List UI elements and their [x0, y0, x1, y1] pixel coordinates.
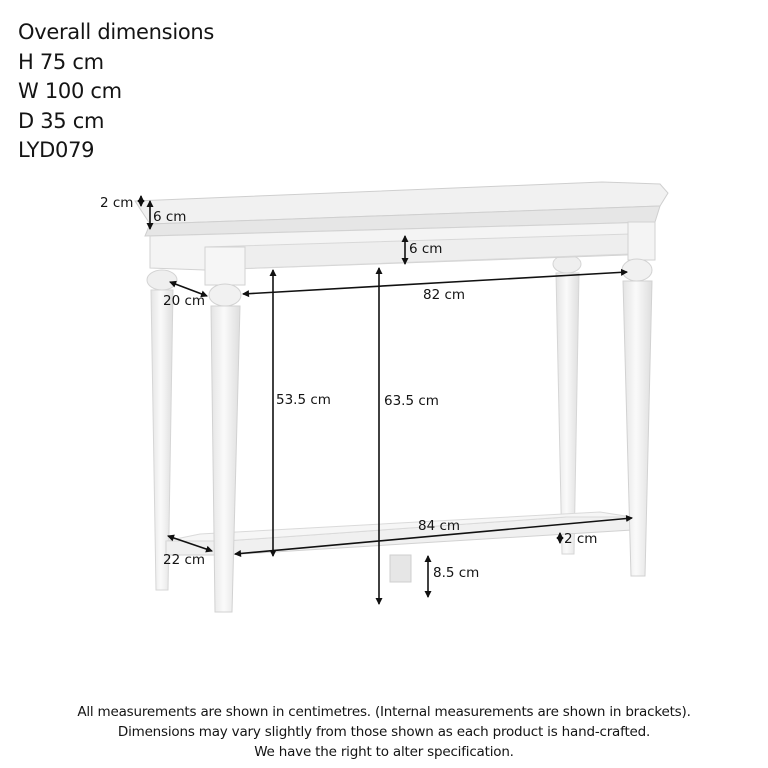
label-apron-height: 6 cm	[409, 241, 443, 257]
disclaimer-line-2: Dimensions may vary slightly from those shown as each product is hand-crafted.	[117, 724, 651, 740]
label-inner-depth-top: 20 cm	[163, 293, 206, 309]
shelf-support-block	[390, 555, 411, 582]
label-shelf-clearance: 8.5 cm	[433, 565, 480, 581]
label-inner-width-top: 82 cm	[423, 287, 466, 303]
disclaimer	[0, 702, 768, 762]
label-shelf-depth: 22 cm	[163, 552, 206, 568]
spec-product-code: LYD079	[18, 138, 95, 162]
back-right-leg	[553, 255, 581, 554]
label-top-thickness: 2 cm	[100, 195, 134, 211]
label-underside-to-floor: 63.5 cm	[384, 393, 439, 409]
table-top	[135, 182, 668, 285]
spec-height: H 75 cm	[18, 49, 104, 74]
label-top-edge: 6 cm	[153, 209, 187, 225]
disclaimer-line-3: We have the right to alter specification.	[254, 744, 514, 760]
label-shelf-thickness: 2 cm	[564, 531, 598, 547]
front-left-leg	[209, 284, 241, 612]
spec-depth: D 35 cm	[18, 108, 105, 133]
label-shelf-width: 84 cm	[418, 518, 461, 534]
spec-width: W 100 cm	[18, 79, 122, 103]
specs-title: Overall dimensions	[18, 20, 215, 44]
disclaimer-line-1: All measurements are shown in centimetres. (Internal measurements are shown in brackets).	[77, 704, 691, 720]
label-underside-to-shelf: 53.5 cm	[276, 392, 331, 408]
